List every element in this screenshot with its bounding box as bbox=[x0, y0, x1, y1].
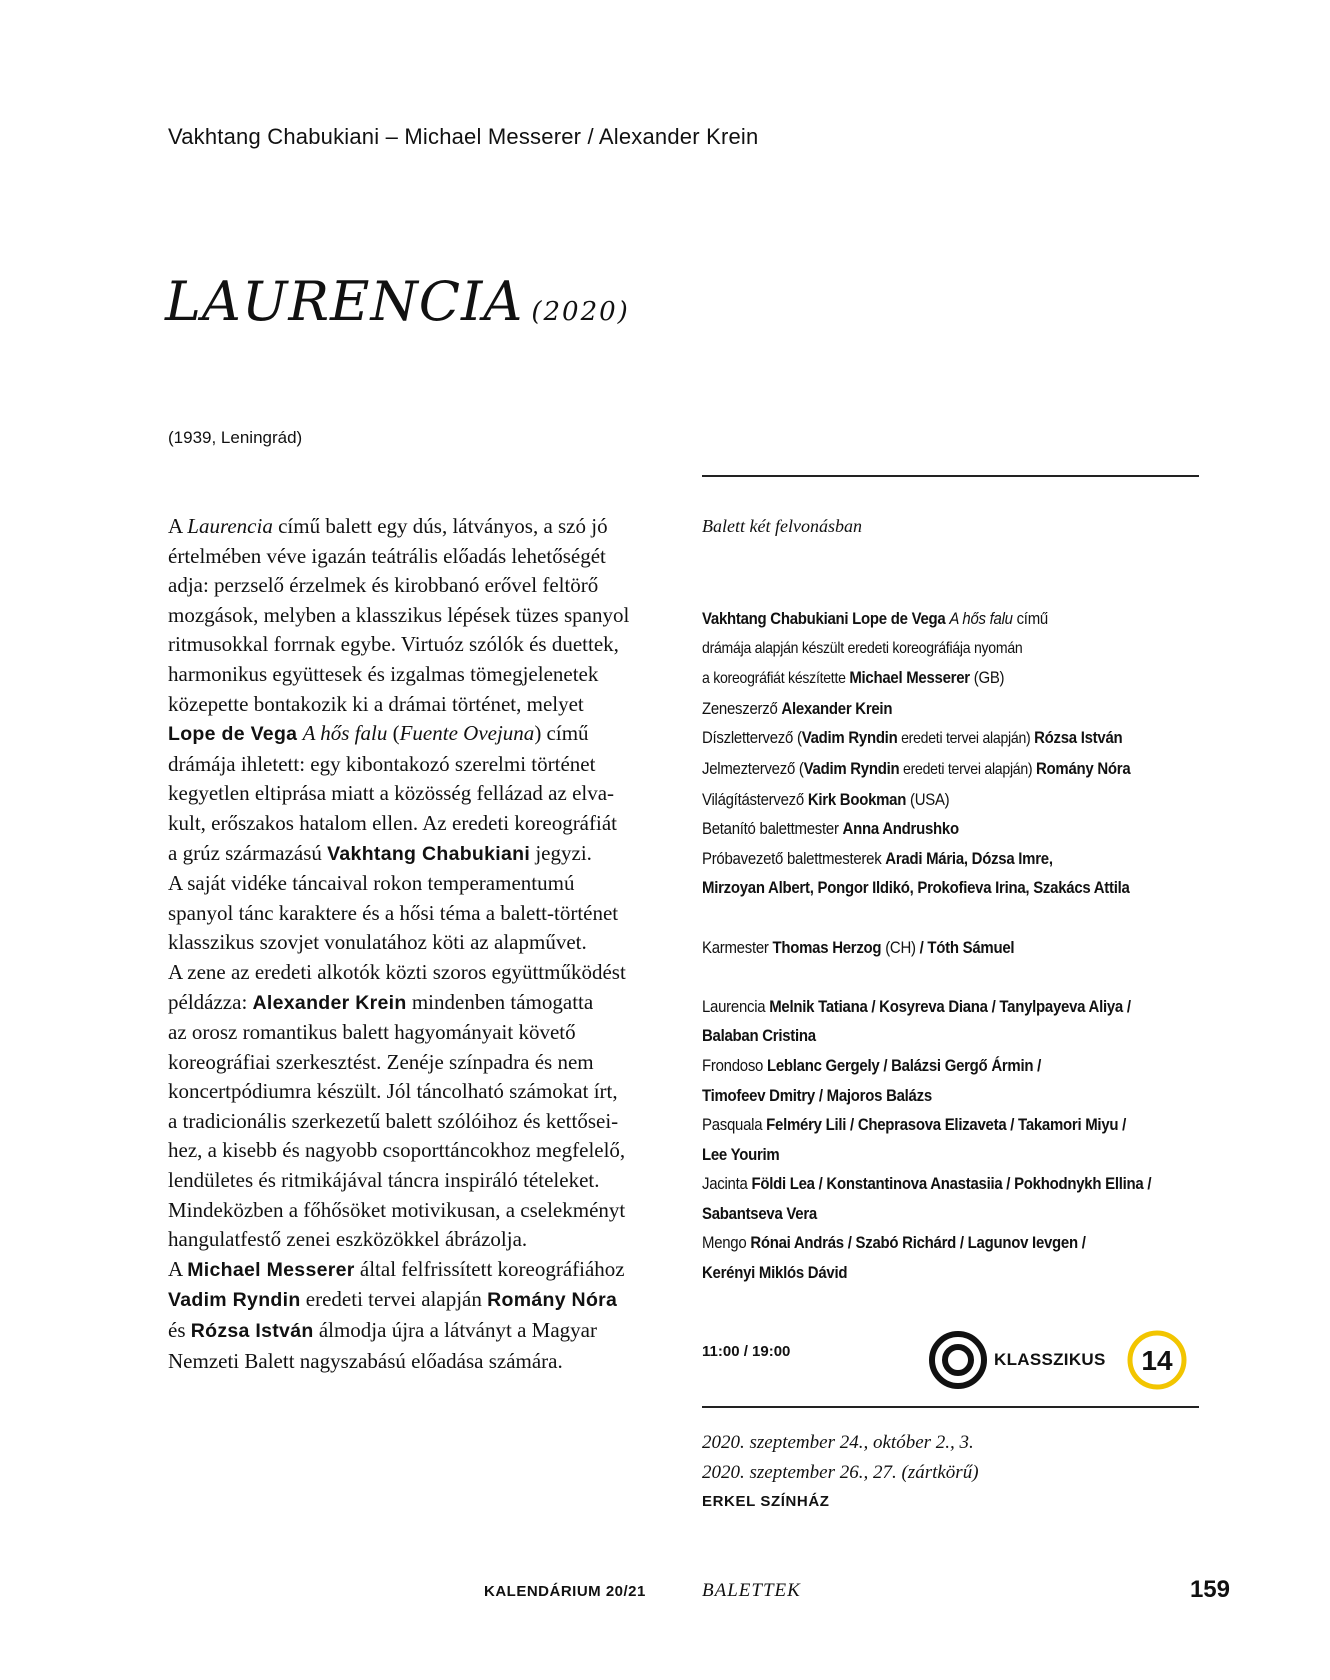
top-divider bbox=[702, 475, 1199, 477]
bottom-divider bbox=[702, 1406, 1199, 1408]
target-icon bbox=[928, 1330, 988, 1390]
text-line: ritmusokkal forrnak egybe. Virtuóz szólók és duettek, bbox=[168, 632, 619, 657]
text-line: hangulatfestő zenei eszközökkel ábrázolja. bbox=[168, 1227, 528, 1252]
performance-dates bbox=[702, 1428, 979, 1488]
credit-line: Mirzoyan Albert, Pongor Ildikó, Prokofieva Irina, Szakács Attila bbox=[702, 878, 1130, 898]
text-line: A zene az eredeti alkotók közti szoros együttműködést bbox=[168, 959, 626, 984]
date-line: 2020. szeptember 24., október 2., 3. bbox=[702, 1432, 974, 1453]
cast-line: Timofeev Dmitry / Majoros Balázs bbox=[702, 1085, 932, 1105]
credit-line: Vakhtang Chabukiani Lope de Vega A hős falu című bbox=[702, 609, 1048, 628]
credits-list bbox=[702, 604, 1212, 1288]
text-line: adja: perzselő érzelmek és kirobbanó erővel feltörő bbox=[168, 573, 599, 598]
text-line: spanyol tánc karaktere és a hősi téma a balett-történet bbox=[168, 900, 619, 925]
performance-times: 11:00 / 19:00 bbox=[702, 1343, 791, 1360]
cast-line: Pasquala Felméry Lili / Cheprasova Elizaveta / Takamori Miyu / bbox=[702, 1115, 1127, 1135]
cast-line: Balaban Cristina bbox=[702, 1026, 816, 1046]
text-line: a grúz származású Vakhtang Chabukiani jegyzi. bbox=[168, 840, 592, 865]
page-number: 159 bbox=[1189, 1576, 1230, 1603]
text-line: klasszikus szovjet vonulatához köti az alapművet. bbox=[168, 930, 587, 955]
text-line: kult, erőszakos hatalom ellen. Az eredeti koreográfiát bbox=[168, 810, 617, 835]
text-line: lendületes és ritmikájával táncra inspiráló tételeket. bbox=[168, 1168, 600, 1193]
page-title bbox=[165, 270, 630, 333]
text-line: az orosz romantikus balett hagyományait követő bbox=[168, 1020, 576, 1045]
text-line: koreográfiai szerkesztést. Zenéje színpadra és nem bbox=[168, 1049, 594, 1074]
text-line: értelmében véve igazán teátrális előadás lehetőségét bbox=[168, 543, 606, 568]
spacer bbox=[702, 903, 1212, 933]
spacer bbox=[702, 962, 1212, 992]
credit-line: Jelmeztervező (Vadim Ryndin eredeti tervei alapján) Romány Nóra bbox=[702, 758, 1131, 778]
text-line: koncertpódiumra készült. Jól táncolható számokat írt, bbox=[168, 1079, 618, 1104]
cast-line: Mengo Rónai András / Szabó Richárd / Lagunov Ievgen / bbox=[702, 1233, 1086, 1253]
date-line: 2020. szeptember 26., 27. (zártkörű) bbox=[702, 1462, 979, 1483]
title-year: (2020) bbox=[531, 297, 630, 327]
text-line: kegyetlen eltiprása miatt a közösség fellázad az elva- bbox=[168, 781, 615, 806]
text-line: drámája ihletett: egy kibontakozó szerelmi történet bbox=[168, 751, 596, 776]
cast-line: Kerényi Miklós Dávid bbox=[702, 1263, 848, 1283]
authors-line: Vakhtang Chabukiani – Michael Messerer / Alexander Krein bbox=[168, 124, 759, 149]
text-line: A Laurencia című balett egy dús, látványos, a szó jó bbox=[168, 514, 608, 538]
credit-line: Próbavezető balettmesterek Aradi Mária, Dózsa Imre, bbox=[702, 848, 1053, 868]
venue-name: ERKEL SZÍNHÁZ bbox=[702, 1493, 830, 1510]
text-line: Lope de Vega A hős falu (Fuente Ovejuna) című bbox=[168, 721, 589, 746]
text-line: a tradicionális szerkezetű balett szólóihoz és kettősei- bbox=[168, 1108, 619, 1133]
credit-line: Díszlettervező (Vadim Ryndin eredeti tervei alapján) Rózsa István bbox=[702, 728, 1123, 748]
description-text bbox=[168, 512, 668, 1376]
text-line: közepette bontakozik ki a drámai történet, melyet bbox=[168, 691, 584, 716]
text-line: és Rózsa István álmodja újra a látványt a Magyar bbox=[168, 1318, 597, 1343]
premiere-origin: (1939, Leningrád) bbox=[168, 428, 303, 447]
credit-line: Karmester Thomas Herzog (CH) / Tóth Sámuel bbox=[702, 937, 1015, 957]
cast-line: Sabantseva Vera bbox=[702, 1203, 817, 1223]
footer-section: BALETTEK bbox=[702, 1580, 801, 1601]
category-label: KLASSZIKUS bbox=[994, 1350, 1106, 1369]
cast-line: Jacinta Földi Lea / Konstantinova Anastasiia / Pokhodnykh Ellina / bbox=[702, 1174, 1152, 1194]
text-line: példázza: Alexander Krein mindenben támogatta bbox=[168, 989, 594, 1014]
credit-line: Zeneszerző Alexander Krein bbox=[702, 698, 893, 718]
text-line: Nemzeti Balett nagyszabású előadása számára. bbox=[168, 1348, 563, 1373]
credit-line: Világítástervező Kirk Bookman (USA) bbox=[702, 789, 950, 809]
category-badge bbox=[928, 1330, 1188, 1390]
credit-line: a koreográfiát készítette Michael Messerer (GB) bbox=[702, 668, 1005, 688]
text-line: A saját vidéke táncaival rokon temperamentumú bbox=[168, 871, 575, 896]
text-line: mozgások, melyben a klasszikus lépések tüzes spanyol bbox=[168, 602, 630, 627]
cast-line: Laurencia Melnik Tatiana / Kosyreva Diana / Tanylpayeva Aliya / bbox=[702, 996, 1131, 1016]
cast-line: Frondoso Leblanc Gergely / Balázsi Gergő Ármin / bbox=[702, 1055, 1042, 1075]
text-line: Vadim Ryndin eredeti tervei alapján Romány Nóra bbox=[168, 1287, 618, 1312]
genre-label: Balett két felvonásban bbox=[702, 516, 862, 536]
text-line: Mindeközben a főhősöket motivikusan, a cselekményt bbox=[168, 1197, 626, 1222]
cast-line: Lee Yourim bbox=[702, 1144, 780, 1164]
text-line: harmonikus együttesek és izgalmas tömegjelenetek bbox=[168, 661, 599, 686]
text-line: hez, a kisebb és nagyobb csoporttáncokhoz megfelelő, bbox=[168, 1138, 626, 1163]
credit-line: Betanító balettmester Anna Andrushko bbox=[702, 819, 959, 839]
footer-publication: KALENDÁRIUM 20/21 bbox=[484, 1583, 646, 1600]
age-rating-value: 14 bbox=[1141, 1345, 1173, 1376]
title-text: LAURENCIA bbox=[165, 270, 524, 333]
age-rating-icon bbox=[1126, 1329, 1188, 1391]
text-line: A Michael Messerer által felfrissített koreográfiához bbox=[168, 1256, 625, 1281]
credit-line: drámája alapján készült eredeti koreográfiája nyomán bbox=[702, 639, 1023, 657]
